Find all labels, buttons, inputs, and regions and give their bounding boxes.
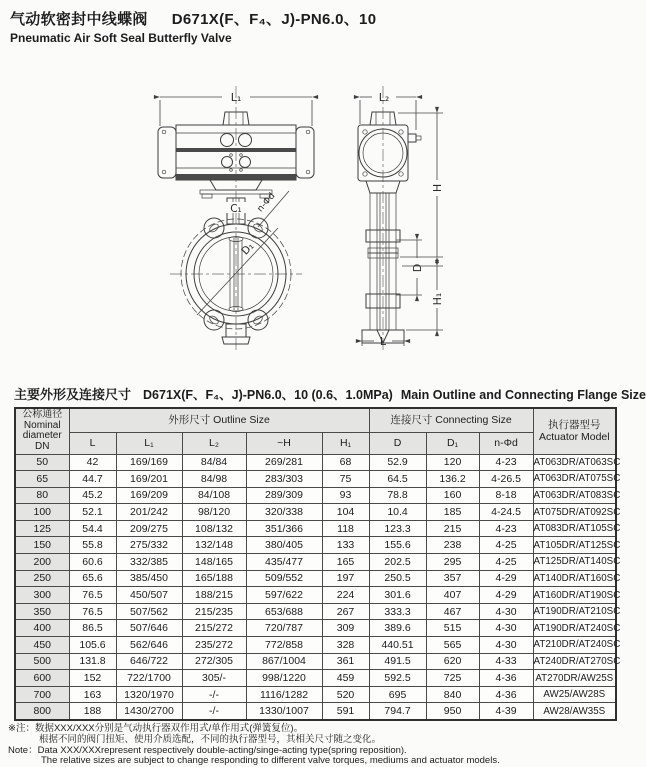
- cell-n-phi-d: 4-36: [479, 686, 533, 703]
- cell-L: 52.1: [69, 504, 116, 521]
- cell-D1: 295: [426, 554, 479, 571]
- cell-n-phi-d: 4-24.5: [479, 504, 533, 521]
- table-row: [15, 603, 616, 620]
- cell-L2: 108/132: [182, 520, 246, 537]
- table-row: [15, 520, 616, 537]
- cell-actuator-model: AT140DR/AT160SC: [533, 570, 616, 587]
- cell-L1: 507/562: [116, 603, 182, 620]
- cell-dn: 450: [15, 637, 69, 654]
- cell-L: 65.6: [69, 570, 116, 587]
- table-row: [15, 620, 616, 637]
- cell-dn: 200: [15, 554, 69, 571]
- note-label-en: Note：: [8, 744, 38, 756]
- side-view: [358, 86, 444, 352]
- cell-L: 163: [69, 686, 116, 703]
- cell-n-phi-d: 4-30: [479, 637, 533, 654]
- cell-L2: 272/305: [182, 653, 246, 670]
- footnotes: [8, 724, 500, 767]
- cell-D1: 136.2: [426, 471, 479, 488]
- note-en-line1: Data XXX/XXXrepresent respectively double-acting/singe-acting type(spring reposition).: [37, 744, 407, 756]
- air-fitting: [408, 134, 416, 142]
- cell-dn: 80: [15, 487, 69, 504]
- cell-L2: 235/272: [182, 637, 246, 654]
- cell-H: 351/366: [246, 520, 322, 537]
- column-header-H1: H₁: [322, 432, 369, 454]
- dim-label-D1: D₁: [239, 240, 257, 258]
- cell-L1: 201/242: [116, 504, 182, 521]
- cell-L: 45.2: [69, 487, 116, 504]
- cell-L1: 450/507: [116, 587, 182, 604]
- cell-D1: 840: [426, 686, 479, 703]
- column-header-H: ~H: [246, 432, 322, 454]
- cell-actuator-model: AT190DR/AT240SC: [533, 620, 616, 637]
- cell-dn: 400: [15, 620, 69, 637]
- column-header-actuator: [533, 408, 616, 454]
- column-header-D: D: [369, 432, 426, 454]
- cell-dn: 500: [15, 653, 69, 670]
- cell-H1: 224: [322, 587, 369, 604]
- section-title-model: D671X(F、F₄、J)-PN6.0、10 (0.6、1.0MPa): [143, 388, 393, 402]
- table-row: [15, 537, 616, 554]
- cell-L2: 305/-: [182, 670, 246, 687]
- cell-L: 188: [69, 703, 116, 720]
- cell-n-phi-d: 4-23: [479, 520, 533, 537]
- cell-L1: 507/646: [116, 620, 182, 637]
- table-row: [15, 504, 616, 521]
- column-header-D1: D₁: [426, 432, 479, 454]
- cell-n-phi-d: 4-39: [479, 703, 533, 720]
- cell-L: 76.5: [69, 603, 116, 620]
- front-view: [158, 86, 314, 352]
- cell-H1: 75: [322, 471, 369, 488]
- cell-H: 1116/1282: [246, 686, 322, 703]
- cell-dn: 50: [15, 454, 69, 471]
- cell-H: 380/405: [246, 537, 322, 554]
- cell-D1: 215: [426, 520, 479, 537]
- cell-L2: 148/165: [182, 554, 246, 571]
- cell-L2: 215/235: [182, 603, 246, 620]
- table-row: [15, 653, 616, 670]
- cell-L2: 165/188: [182, 570, 246, 587]
- cell-L: 105.6: [69, 637, 116, 654]
- cell-actuator-model: AT190DR/AT210SC: [533, 603, 616, 620]
- cell-actuator-model: AT270DR/AW25S: [533, 670, 616, 687]
- cell-D: 301.6: [369, 587, 426, 604]
- cell-D: 123.3: [369, 520, 426, 537]
- cell-actuator-model: AT063DR/AT063SC: [533, 454, 616, 471]
- cell-D1: 467: [426, 603, 479, 620]
- cell-H1: 68: [322, 454, 369, 471]
- cell-D: 52.9: [369, 454, 426, 471]
- cell-L2: 188/215: [182, 587, 246, 604]
- cell-H: 867/1004: [246, 653, 322, 670]
- cell-actuator-model: AT063DR/AT075SC: [533, 471, 616, 488]
- column-header-L1: L₁: [116, 432, 182, 454]
- cell-D: 155.6: [369, 537, 426, 554]
- cell-H1: 118: [322, 520, 369, 537]
- cell-H1: 459: [322, 670, 369, 687]
- cell-L2: 84/108: [182, 487, 246, 504]
- cell-L: 44.7: [69, 471, 116, 488]
- column-header-n-phi-d: n-Φd: [479, 432, 533, 454]
- air-port: [221, 134, 234, 147]
- cell-dn: 65: [15, 471, 69, 488]
- air-port: [239, 134, 252, 147]
- cell-dn: 800: [15, 703, 69, 720]
- cell-actuator-model: AT063DR/AT083SC: [533, 487, 616, 504]
- cell-n-phi-d: 4-33: [479, 653, 533, 670]
- note-zh-line1: 数据XXX/XXX分别是气动执行器双作用式/单作用式(弹簧复位)。: [34, 723, 304, 734]
- cell-dn: 700: [15, 686, 69, 703]
- cell-dn: 350: [15, 603, 69, 620]
- cell-L2: 98/120: [182, 504, 246, 521]
- cell-L: 42: [69, 454, 116, 471]
- cell-H1: 93: [322, 487, 369, 504]
- dimension-table: [14, 407, 621, 721]
- cell-H: 1330/1007: [246, 703, 322, 720]
- cell-H: 509/552: [246, 570, 322, 587]
- dim-label-H1: H₁: [431, 292, 444, 306]
- note-label-zh: ※注：: [8, 723, 35, 734]
- cell-n-phi-d: 4-23: [479, 454, 533, 471]
- cell-actuator-model: AT160DR/AT190SC: [533, 587, 616, 604]
- cell-D1: 357: [426, 570, 479, 587]
- cell-D: 592.5: [369, 670, 426, 687]
- cell-L1: 209/275: [116, 520, 182, 537]
- cell-D: 491.5: [369, 653, 426, 670]
- dim-D: [396, 240, 424, 295]
- cell-actuator-model: AT083DR/AT105SC: [533, 520, 616, 537]
- cell-n-phi-d: 4-25: [479, 554, 533, 571]
- dim-label-L: L: [379, 335, 387, 348]
- title-model-number: D671X(F、F₄、J)-PN6.0、10: [171, 11, 377, 28]
- table-row: [15, 686, 616, 703]
- dim-label-C1: C₁: [230, 203, 242, 215]
- cell-actuator-model: AT210DR/AT240SC: [533, 637, 616, 654]
- table-body: [15, 454, 621, 720]
- table-row: [15, 587, 616, 604]
- cell-L: 55.8: [69, 537, 116, 554]
- cell-L1: 1430/2700: [116, 703, 182, 720]
- cell-H1: 328: [322, 637, 369, 654]
- cell-L1: 562/646: [116, 637, 182, 654]
- dn-header-en2: diameter: [22, 430, 62, 442]
- cell-D1: 160: [426, 487, 479, 504]
- cell-n-phi-d: 4-36: [479, 670, 533, 687]
- section-title-chinese: 主要外形及连接尺寸: [14, 387, 132, 402]
- cell-D1: 185: [426, 504, 479, 521]
- cell-L1: 169/201: [116, 471, 182, 488]
- dn-header-en3: DN: [35, 440, 50, 452]
- cell-D: 78.8: [369, 487, 426, 504]
- table-row: [15, 471, 616, 488]
- cell-D1: 950: [426, 703, 479, 720]
- note-en-line2: The relative sizes are subject to change responding to different valve torques, mediums and actuator models.: [41, 755, 500, 767]
- cell-L1: 332/385: [116, 554, 182, 571]
- cell-H: 720/787: [246, 620, 322, 637]
- cell-dn: 100: [15, 504, 69, 521]
- actuator-side: [358, 112, 421, 181]
- cell-H: 269/281: [246, 454, 322, 471]
- cell-actuator-model: AT075DR/AT092SC: [533, 504, 616, 521]
- cell-H1: 309: [322, 620, 369, 637]
- dim-L: [362, 333, 404, 348]
- cell-D1: 407: [426, 587, 479, 604]
- cell-n-phi-d: 4-26.5: [479, 471, 533, 488]
- cell-D1: 515: [426, 620, 479, 637]
- cell-D1: 725: [426, 670, 479, 687]
- cell-D: 250.5: [369, 570, 426, 587]
- cell-D: 695: [369, 686, 426, 703]
- cell-L1: 169/209: [116, 487, 182, 504]
- dim-label-D: D: [411, 263, 424, 273]
- cell-L: 131.8: [69, 653, 116, 670]
- cell-L1: 1320/1970: [116, 686, 182, 703]
- table-row: [15, 670, 616, 687]
- dim-H1: [402, 263, 444, 330]
- table-row: [15, 703, 616, 720]
- cell-actuator-model: AW28/AW35S: [533, 703, 616, 720]
- cell-L2: 84/84: [182, 454, 246, 471]
- column-header-L: L: [69, 432, 116, 454]
- column-group-connecting: 连接尺寸 Connecting Size: [369, 408, 533, 432]
- cell-L2: 132/148: [182, 537, 246, 554]
- table-section-title: [14, 384, 646, 403]
- dim-L2: [360, 91, 416, 130]
- table-row: [15, 454, 616, 471]
- column-header-L2: L₂: [182, 432, 246, 454]
- cell-H1: 361: [322, 653, 369, 670]
- cell-D: 10.4: [369, 504, 426, 521]
- cell-H: 283/303: [246, 471, 322, 488]
- cell-L: 152: [69, 670, 116, 687]
- cell-H: 653/688: [246, 603, 322, 620]
- cell-H1: 591: [322, 703, 369, 720]
- cell-H1: 165: [322, 554, 369, 571]
- cell-H1: 197: [322, 570, 369, 587]
- table-row: [15, 554, 616, 571]
- page-subtitle-english: Pneumatic Air Soft Seal Butterfly Valve: [10, 31, 232, 45]
- cell-D1: 238: [426, 537, 479, 554]
- cell-D: 202.5: [369, 554, 426, 571]
- cell-H1: 267: [322, 603, 369, 620]
- cell-H1: 133: [322, 537, 369, 554]
- cell-L: 76.5: [69, 587, 116, 604]
- cell-L1: 385/450: [116, 570, 182, 587]
- cell-n-phi-d: 4-25: [479, 537, 533, 554]
- title-chinese: 气动软密封中线蝶阀: [10, 11, 148, 28]
- cell-D: 333.3: [369, 603, 426, 620]
- cell-L2: -/-: [182, 703, 246, 720]
- actuator-header-en: Actuator Model: [538, 431, 610, 444]
- cell-H1: 104: [322, 504, 369, 521]
- cell-H: 772/858: [246, 637, 322, 654]
- cell-H: 597/622: [246, 587, 322, 604]
- table-header: [15, 408, 616, 454]
- cell-H: 320/338: [246, 504, 322, 521]
- cell-n-phi-d: 8-18: [479, 487, 533, 504]
- cell-D: 440.51: [369, 637, 426, 654]
- cell-H: 435/477: [246, 554, 322, 571]
- table-row: [15, 637, 616, 654]
- cell-dn: 250: [15, 570, 69, 587]
- note-zh-line2: 根据不同的阀门扭矩、使用介质选配，不同的执行器型号，其相关尺寸随之变化。: [39, 733, 382, 745]
- cell-dn: 600: [15, 670, 69, 687]
- section-title-english: Main Outline and Connecting Flange Size: [400, 388, 646, 402]
- table-row: [15, 570, 616, 587]
- cell-D1: 120: [426, 454, 479, 471]
- column-group-outline: 外形尺寸 Outline Size: [69, 408, 369, 432]
- cell-L1: 275/332: [116, 537, 182, 554]
- cell-actuator-model: AT240DR/AT270SC: [533, 653, 616, 670]
- cell-n-phi-d: 4-30: [479, 603, 533, 620]
- cell-L: 86.5: [69, 620, 116, 637]
- cell-L2: 84/98: [182, 471, 246, 488]
- cell-n-phi-d: 4-29: [479, 570, 533, 587]
- cell-dn: 125: [15, 520, 69, 537]
- dim-label-H: H: [431, 183, 444, 193]
- cell-H1: 520: [322, 686, 369, 703]
- cell-L: 54.4: [69, 520, 116, 537]
- cell-dn: 300: [15, 587, 69, 604]
- column-header-dn: [15, 408, 69, 454]
- dn-header-en1: Nominal: [23, 419, 61, 431]
- cell-L1: 169/169: [116, 454, 182, 471]
- cell-L1: 722/1700: [116, 670, 182, 687]
- dim-label-L2: L₂: [378, 91, 390, 104]
- cell-L1: 646/722: [116, 653, 182, 670]
- table-row: [15, 487, 616, 504]
- cell-D: 389.6: [369, 620, 426, 637]
- dim-label-n-phi-d: n-Φd: [255, 191, 278, 215]
- dim-label-L1: L₁: [230, 91, 242, 104]
- cell-D: 64.5: [369, 471, 426, 488]
- cell-D1: 565: [426, 637, 479, 654]
- cell-actuator-model: AT105DR/AT125SC: [533, 537, 616, 554]
- cell-D1: 620: [426, 653, 479, 670]
- cell-D: 794.7: [369, 703, 426, 720]
- cell-n-phi-d: 4-29: [479, 587, 533, 604]
- cell-H: 998/1220: [246, 670, 322, 687]
- actuator-header-zh: 执行器型号: [548, 418, 601, 431]
- cell-actuator-model: AT125DR/AT140SC: [533, 554, 616, 571]
- cell-H: 289/309: [246, 487, 322, 504]
- cell-n-phi-d: 4-30: [479, 620, 533, 637]
- dim-H: [398, 113, 444, 257]
- cell-L2: 215/272: [182, 620, 246, 637]
- dn-header-zh: 公称通径: [22, 409, 63, 421]
- cell-L: 60.6: [69, 554, 116, 571]
- cell-L2: -/-: [182, 686, 246, 703]
- cell-actuator-model: AW25/AW28S: [533, 686, 616, 703]
- technical-drawing: [0, 0, 630, 380]
- cell-dn: 150: [15, 537, 69, 554]
